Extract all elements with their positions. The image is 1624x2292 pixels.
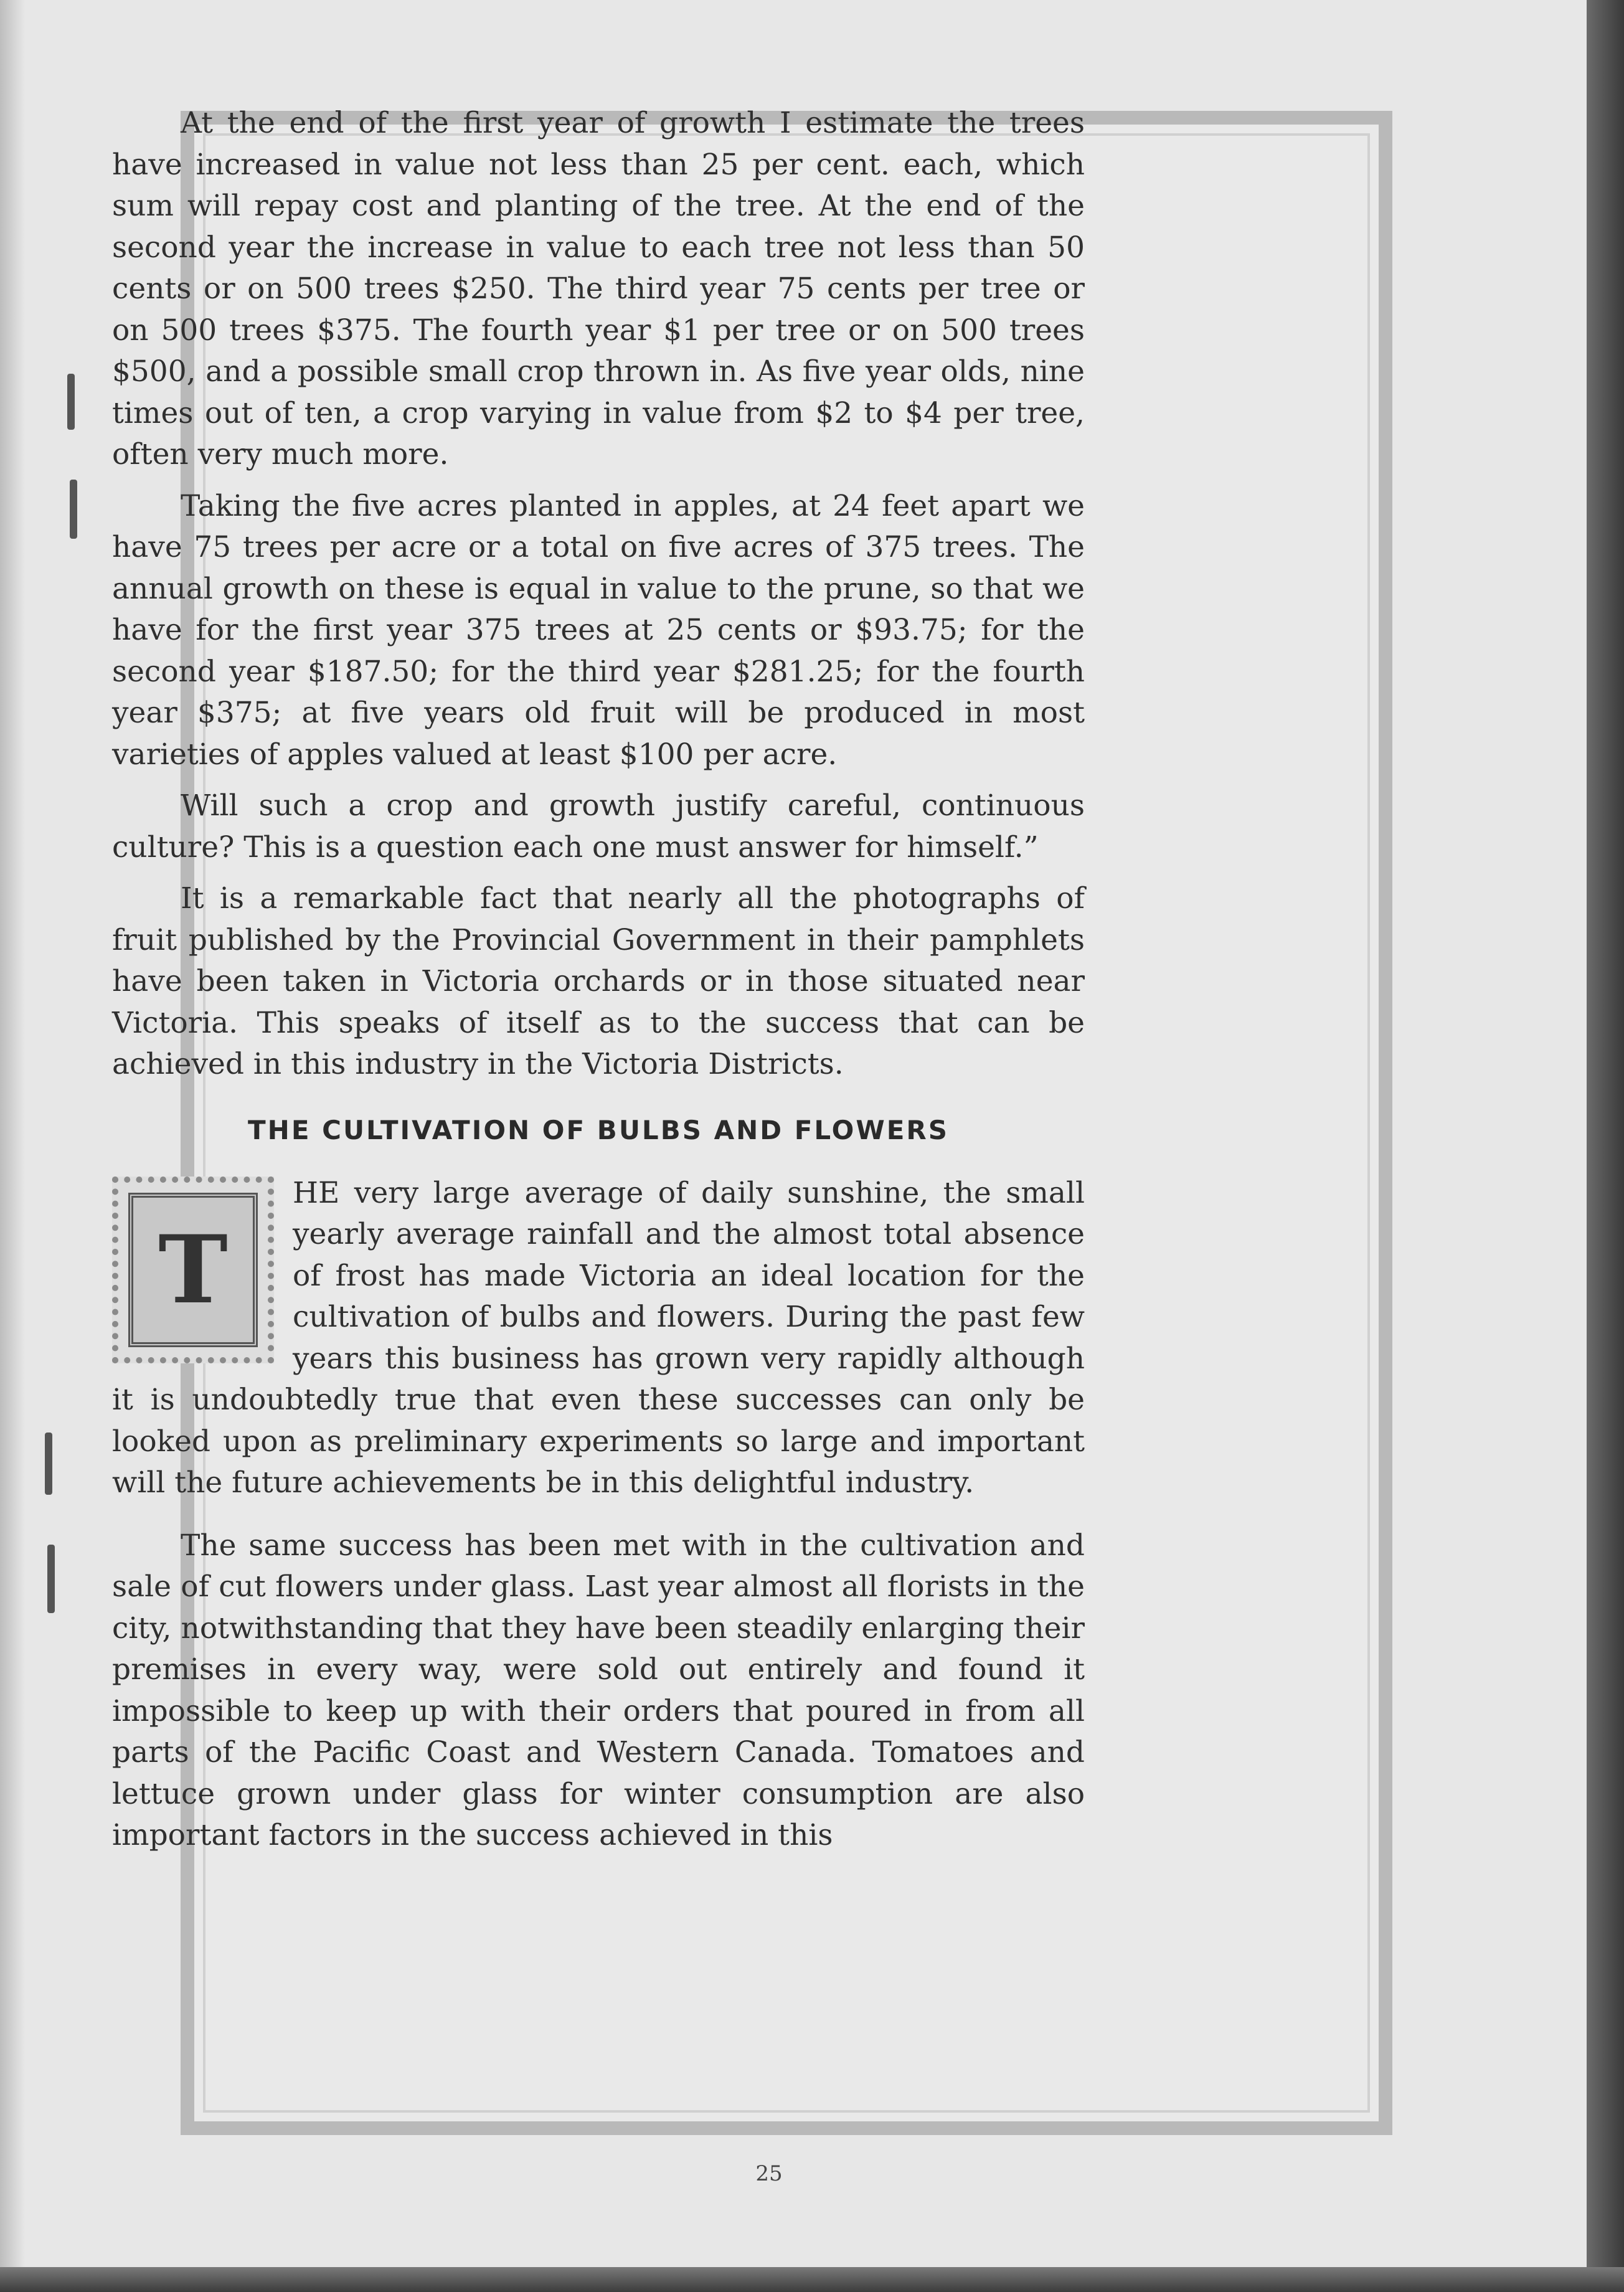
page-number: 25 bbox=[755, 2161, 783, 2186]
section-heading: THE CULTIVATION OF BULBS AND FLOWERS bbox=[248, 1114, 949, 1145]
scan-edge-right bbox=[1587, 0, 1624, 2292]
scan-edge-bottom bbox=[0, 2267, 1624, 2292]
binding-mark bbox=[45, 1432, 52, 1495]
paragraph-bulbs: HE very large average of daily sunshine, the small yearly average rainfall and the almost total absence of frost has made Victoria an ideal location for the cultivation of bulbs and flowers. During the past few years this business has grown very rapidly although it is undoubtedly true that even these successes can only be looked upon as preliminary experiments so large and important will the future achievements be in this delightful industry. bbox=[112, 1175, 1085, 1500]
paragraph-photographs: It is a remarkable fact that nearly all the photographs of fruit published by the Provincial Government in their pamphlets have been taken in Victoria orchards or in those situated near Victoria. This speaks of itself as to the success that can be achieved in this industry in the Victoria Districts. bbox=[112, 881, 1085, 1081]
paragraph-cut-flowers: The same success has been met with in the cultivation and sale of cut flowers under glass. Last year almost all florists in the city, notwithstanding that they have been steadily enlarging their premises in every way, were sold out entirely and found it impossible to keep up with their orders that poured in from all parts of the Pacific Coast and Western Canada. Tomatoes and lettuce grown under glass for winter consumption are also important factors in the success achieved in this bbox=[112, 1528, 1085, 1852]
drop-cap-letter: T bbox=[128, 1193, 258, 1347]
binding-shadow bbox=[0, 0, 25, 2267]
binding-mark bbox=[70, 480, 77, 539]
page-text bbox=[112, 103, 1085, 1867]
drop-cap-ornament bbox=[112, 1177, 274, 1363]
binding-mark bbox=[47, 1545, 55, 1613]
paragraph-culture-question: Will such a crop and growth justify careful, continuous culture? This is a question each one must answer for himself.” bbox=[112, 788, 1085, 864]
binding-mark bbox=[67, 374, 75, 430]
paragraph-apples: Taking the five acres planted in apples, at 24 feet apart we have 75 trees per acre or a total on five acres of 375 trees. The annual growth on these is equal in value to the prune, so that we have for the first year 375 trees at 25 cents or $93.75; for the second year $187.50; for the third year $281.25; for the fourth year $375; at five years old fruit will be produced in most varieties of apples valued at least $100 per acre. bbox=[112, 488, 1085, 772]
paragraph-tree-growth: At the end of the first year of growth I estimate the trees have increased in value not less than 25 per cent. each, which sum will repay cost and planting of the tree. At the end of the second year the increase in value to each tree not less than 50 cents or on 500 trees $250. The third year 75 cents per tree or on 500 trees $375. The fourth year $1 per tree or on 500 trees $500, and a possible small crop thrown in. As five year olds, nine times out of ten, a crop varying in value from $2 to $4 per tree, often very much more. bbox=[112, 106, 1085, 471]
